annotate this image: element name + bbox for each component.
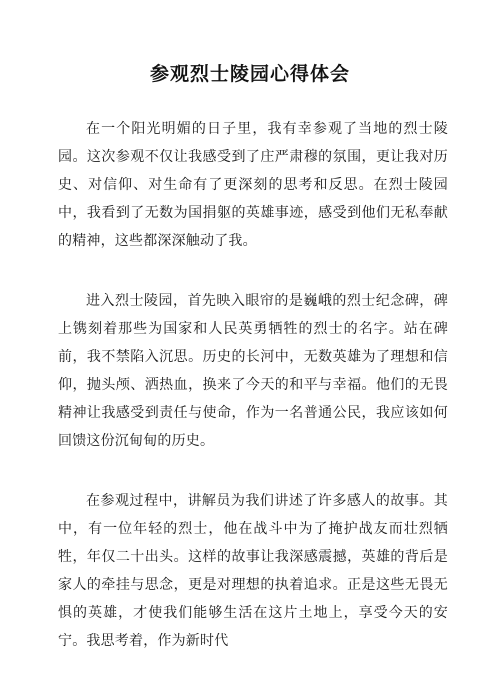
paragraph-3: 在参观过程中，讲解员为我们讲述了许多感人的故事。其中，有一位年轻的烈士，他在战斗中为了掩护战友而壮烈牺牲，年仅二十出头。这样的故事让我深感震撼，英雄的背后是家人的牵挂与思念，更是对理想的执着追求。正是这些无畏无惧的英雄，才使我们能够生活在这片土地上，享受今天的安宁。我思考着，作为新时代	[58, 493, 448, 649]
document-title: 参观烈士陵园心得体会	[149, 63, 350, 85]
document-body	[58, 115, 448, 687]
paragraph-2: 进入烈士陵园，首先映入眼帘的是巍峨的烈士纪念碑，碑上镌刻着那些为国家和人民英勇牺牲的烈士的名字。站在碑前，我不禁陷入沉思。历史的长河中，无数英雄为了理想和信仰，抛头颅、洒热血，换来了今天的和平与幸福。他们的无畏精神让我感受到责任与使命，作为一名普通公民，我应该如何回馈这份沉甸甸的历史。	[58, 293, 448, 449]
paragraph-1: 在一个阳光明媚的日子里，我有幸参观了当地的烈士陵园。这次参观不仅让我感受到了庄严肃穆的氛围，更让我对历史、对信仰、对生命有了更深刻的思考和反思。在烈士陵园中，我看到了无数为国捐躯的英雄事迹，感受到他们无私奉献的精神，这些都深深触动了我。	[58, 121, 448, 249]
